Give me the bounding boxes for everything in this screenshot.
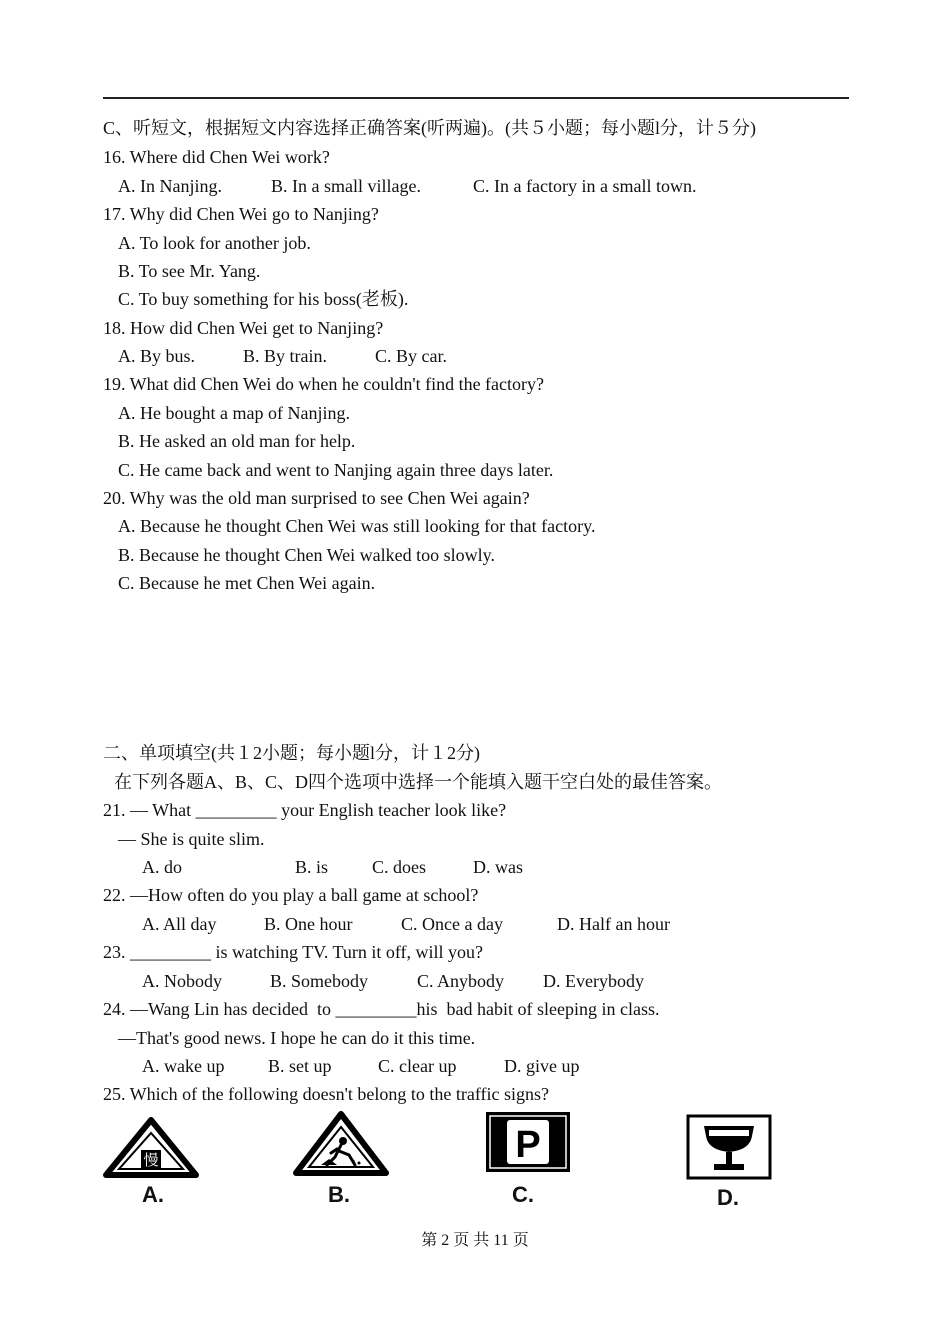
question-25: 25. Which of the following doesn't belong to the traffic signs? (103, 1084, 549, 1104)
parking-sign-icon (485, 1111, 571, 1173)
q19-option-b: B. He asked an old man for help. (118, 431, 356, 451)
q16-option-a: A. In Nanjing. (118, 176, 222, 196)
question-21: 21. — What _________ your English teacher look like? (103, 800, 507, 820)
question-16: 16. Where did Chen Wei work? (103, 147, 330, 167)
section-two-header: 二、单项填空(共１2小题；每小题l分，计１2分) (103, 743, 480, 763)
q23-option-d: D. Everybody (543, 971, 644, 991)
q19-option-c: C. He came back and went to Nanjing again three days later. (118, 460, 554, 480)
slow-char: 慢 (143, 1151, 159, 1169)
q23-option-a: A. Nobody (142, 971, 222, 991)
q20-option-b: B. Because he thought Chen Wei walked too slowly. (118, 545, 495, 565)
q24-option-d: D. give up (504, 1056, 580, 1076)
question-19: 19. What did Chen Wei do when he couldn't find the factory? (103, 374, 545, 394)
question-22: 22. —How often do you play a ball game at school? (103, 885, 479, 905)
q21-option-a: A. do (142, 857, 182, 877)
q21-option-d: D. was (473, 857, 523, 877)
glass-sign-icon (686, 1114, 772, 1180)
q21-response: — She is quite slim. (118, 829, 265, 849)
sign-label-c: C. (512, 1182, 534, 1207)
question-23: 23. _________ is watching TV. Turn it off, will you? (103, 942, 484, 962)
q22-option-b: B. One hour (264, 914, 353, 934)
q23-option-c: C. Anybody (417, 971, 505, 991)
parking-char: P (515, 1124, 541, 1166)
sign-label-b: B. (328, 1182, 350, 1207)
page-footer: 第 2 页 共 11 页 (421, 1232, 529, 1249)
q17-option-b: B. To see Mr. Yang. (118, 261, 261, 281)
question-24: 24. —Wang Lin has decided to _________his bad habit of sleeping in class. (103, 999, 660, 1019)
slow-sign-icon (103, 1117, 199, 1179)
q21-option-c: C. does (372, 857, 426, 877)
q24-option-c: C. clear up (378, 1056, 457, 1076)
top-rule (103, 97, 849, 99)
q17-option-a: A. To look for another job. (118, 233, 311, 253)
q20-option-c: C. Because he met Chen Wei again. (118, 573, 376, 593)
sign-label-d: D. (717, 1185, 739, 1210)
sign-label-a: A. (142, 1182, 164, 1207)
q18-option-b: B. By train. (243, 346, 327, 366)
q18-option-a: A. By bus. (118, 346, 196, 366)
q20-option-a: A. Because he thought Chen Wei was still looking for that factory. (118, 516, 596, 536)
q22-option-a: A. All day (142, 914, 217, 934)
q24-option-a: A. wake up (142, 1056, 225, 1076)
q17-option-c: C. To buy something for his boss(老板). (118, 289, 409, 309)
q19-option-a: A. He bought a map of Nanjing. (118, 403, 350, 423)
q24-response: —That's good news. I hope he can do it this time. (118, 1028, 476, 1048)
q16-option-c: C. In a factory in a small town. (473, 176, 697, 196)
q21-option-b: B. is (295, 857, 329, 877)
q22-option-d: D. Half an hour (557, 914, 670, 934)
q22-option-c: C. Once a day (401, 914, 503, 934)
q16-option-b: B. In a small village. (271, 176, 421, 196)
section-c-header: C、听短文，根据短文内容选择正确答案(听两遍)。(共５小题；每小题l分，计５分) (103, 118, 756, 138)
question-20: 20. Why was the old man surprised to see Chen Wei again? (103, 488, 530, 508)
road-works-sign-icon (293, 1111, 389, 1177)
q24-option-b: B. set up (268, 1056, 332, 1076)
question-17: 17. Why did Chen Wei go to Nanjing? (103, 204, 379, 224)
q23-option-b: B. Somebody (270, 971, 369, 991)
section-two-instruction: 在下列各题A、B、C、D四个选项中选择一个能填入题干空白处的最佳答案。 (114, 772, 723, 792)
q18-option-c: C. By car. (375, 346, 447, 366)
question-18: 18. How did Chen Wei get to Nanjing? (103, 318, 384, 338)
